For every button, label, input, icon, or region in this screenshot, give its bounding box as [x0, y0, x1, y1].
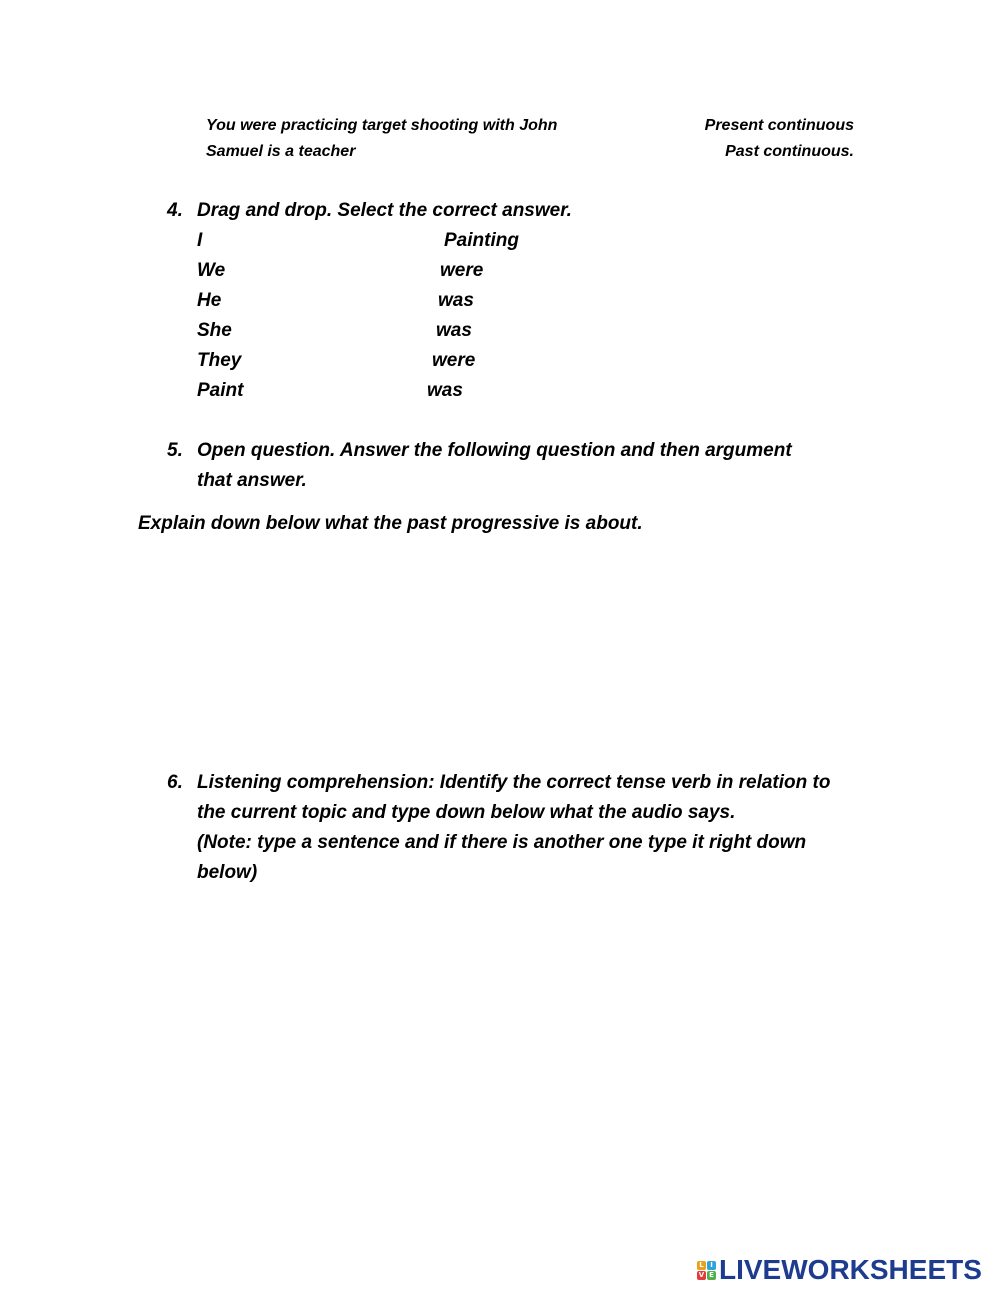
q4-subject-5: They	[197, 350, 242, 371]
q6-line-4: below)	[197, 862, 258, 883]
liveworksheets-logo	[697, 1255, 982, 1285]
q4-subject-1: I	[197, 230, 203, 251]
logo-letter-e: E	[707, 1271, 716, 1280]
match-left-2: Samuel is a teacher	[206, 143, 356, 160]
q4-prompt: Drag and drop. Select the correct answer.	[197, 200, 572, 221]
q4-answer-1[interactable]: Painting	[444, 230, 519, 251]
q4-number: 4.	[167, 200, 183, 221]
q5-line-2: that answer.	[197, 470, 307, 491]
q4-subject-3: He	[197, 290, 222, 311]
q4-subject-2: We	[197, 260, 226, 281]
q4-answer-2[interactable]: were	[440, 260, 484, 281]
logo-letter-i: I	[707, 1261, 716, 1270]
q4-answer-4[interactable]: was	[436, 320, 472, 341]
q5-number: 5.	[167, 440, 183, 461]
q4-answer-6[interactable]: was	[427, 380, 463, 401]
q5-line-1: Open question. Answer the following question and then argument	[197, 440, 792, 461]
q6-line-1: Listening comprehension: Identify the correct tense verb in relation to	[197, 772, 831, 793]
q5-explain: Explain down below what the past progressive is about.	[138, 513, 643, 534]
match-left-1: You were practicing target shooting with John	[206, 117, 558, 134]
q6-number: 6.	[167, 772, 183, 793]
logo-mark-icon	[697, 1261, 716, 1280]
match-right-1: Present continuous	[704, 117, 854, 134]
match-right-2: Past continuous.	[725, 143, 854, 160]
q6-line-3: (Note: type a sentence and if there is another one type it right down	[197, 832, 807, 853]
q6-line-2: the current topic and type down below what the audio says.	[197, 802, 736, 823]
q4-subject-6: Paint	[197, 380, 244, 401]
q4-answer-3[interactable]: was	[438, 290, 474, 311]
logo-text: LIVEWORKSHEETS	[719, 1254, 982, 1285]
q4-answer-5[interactable]: were	[432, 350, 476, 371]
logo-letter-l: L	[697, 1261, 706, 1270]
q4-subject-4: She	[197, 320, 232, 341]
logo-letter-v: V	[698, 1270, 705, 1279]
